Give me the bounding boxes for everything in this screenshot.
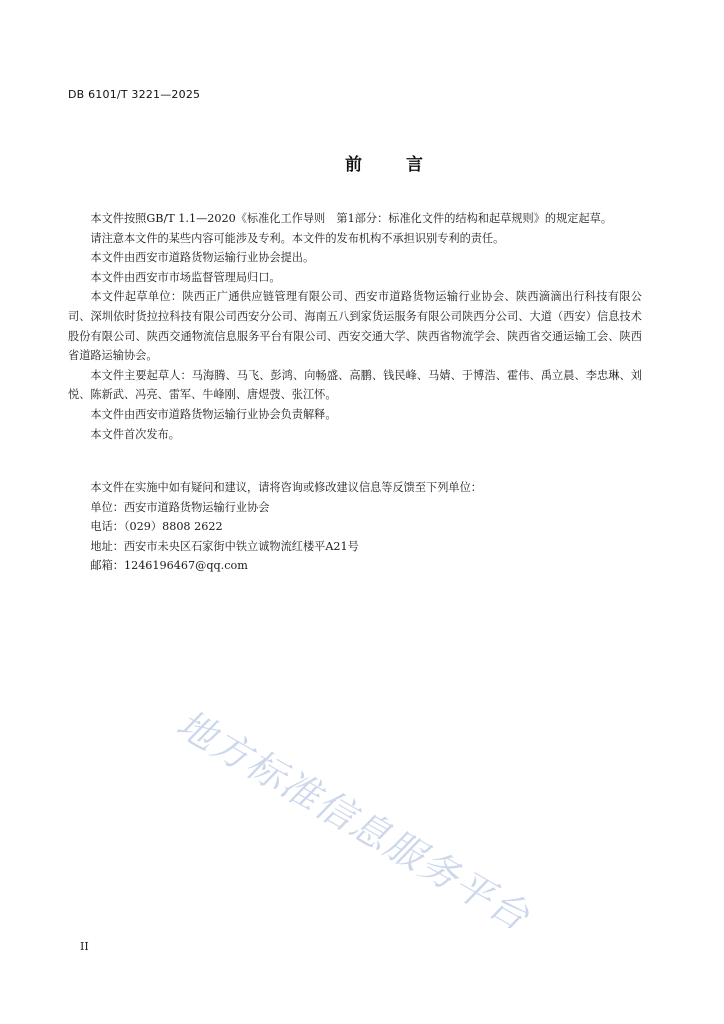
- page-number: II: [80, 940, 89, 953]
- contact-email: 邮箱：1246196467@qq.com: [90, 559, 248, 573]
- paragraph-drafting-rules: 本文件按照GB/T 1.1—2020《标准化工作导则 第1部分：标准化文件的结构和起草规则》的规定起草。: [90, 212, 613, 225]
- document-code: DB 6101/T 3221—2025: [68, 88, 201, 101]
- contact-block: [68, 478, 642, 576]
- paragraph-interpretation: 本文件由西安市道路货物运输行业协会负责解释。: [90, 407, 337, 421]
- preface-body: [68, 209, 642, 444]
- contact-intro: 本文件在实施中如有疑问和建议，请将咨询或修改建议信息等反馈至下列单位：: [90, 481, 482, 494]
- contact-address: 地址：西安市未央区石家街中铁立诚物流红楼平A21号: [90, 539, 359, 553]
- paragraph-patent-notice: 请注意本文件的某些内容可能涉及专利。本文件的发布机构不承担识别专利的责任。: [90, 231, 505, 245]
- paragraph-administrator: 本文件由西安市市场监督管理局归口。: [90, 270, 281, 284]
- page-title: 前言: [345, 155, 467, 175]
- watermark: 地方标准信息服务平台: [169, 701, 538, 940]
- paragraph-first-release: 本文件首次发布。: [90, 427, 180, 441]
- contact-phone: 电话：（029）8808 2622: [90, 520, 223, 534]
- paragraph-drafters: 本文件主要起草人：马海腾、马飞、彭鸿、向畅盛、高鹏、钱民峰、马婧、于博浩、霍伟、禹立晨、李忠琳、刘悦、陈新武、冯亮、雷军、牛峰刚、唐煜弢、张江怀。: [68, 368, 642, 402]
- paragraph-proposer: 本文件由西安市道路货物运输行业协会提出。: [90, 251, 315, 265]
- paragraph-drafting-units: 本文件起草单位：陕西正广通供应链管理有限公司、西安市道路货物运输行业协会、陕西滴滴出行科技有限公司、深圳依时货拉拉科技有限公司西安分公司、海南五八到家货运服务有限公司陕西分公司、大道（西安）信息技术股份有限公司、陕西交通物流信息服务平台有限公司、西安交通大学、陕西省物流学会、陕西省交通运输工会、陕西省道路运输协会。: [68, 290, 642, 363]
- contact-unit: 单位：西安市道路货物运输行业协会: [90, 500, 270, 514]
